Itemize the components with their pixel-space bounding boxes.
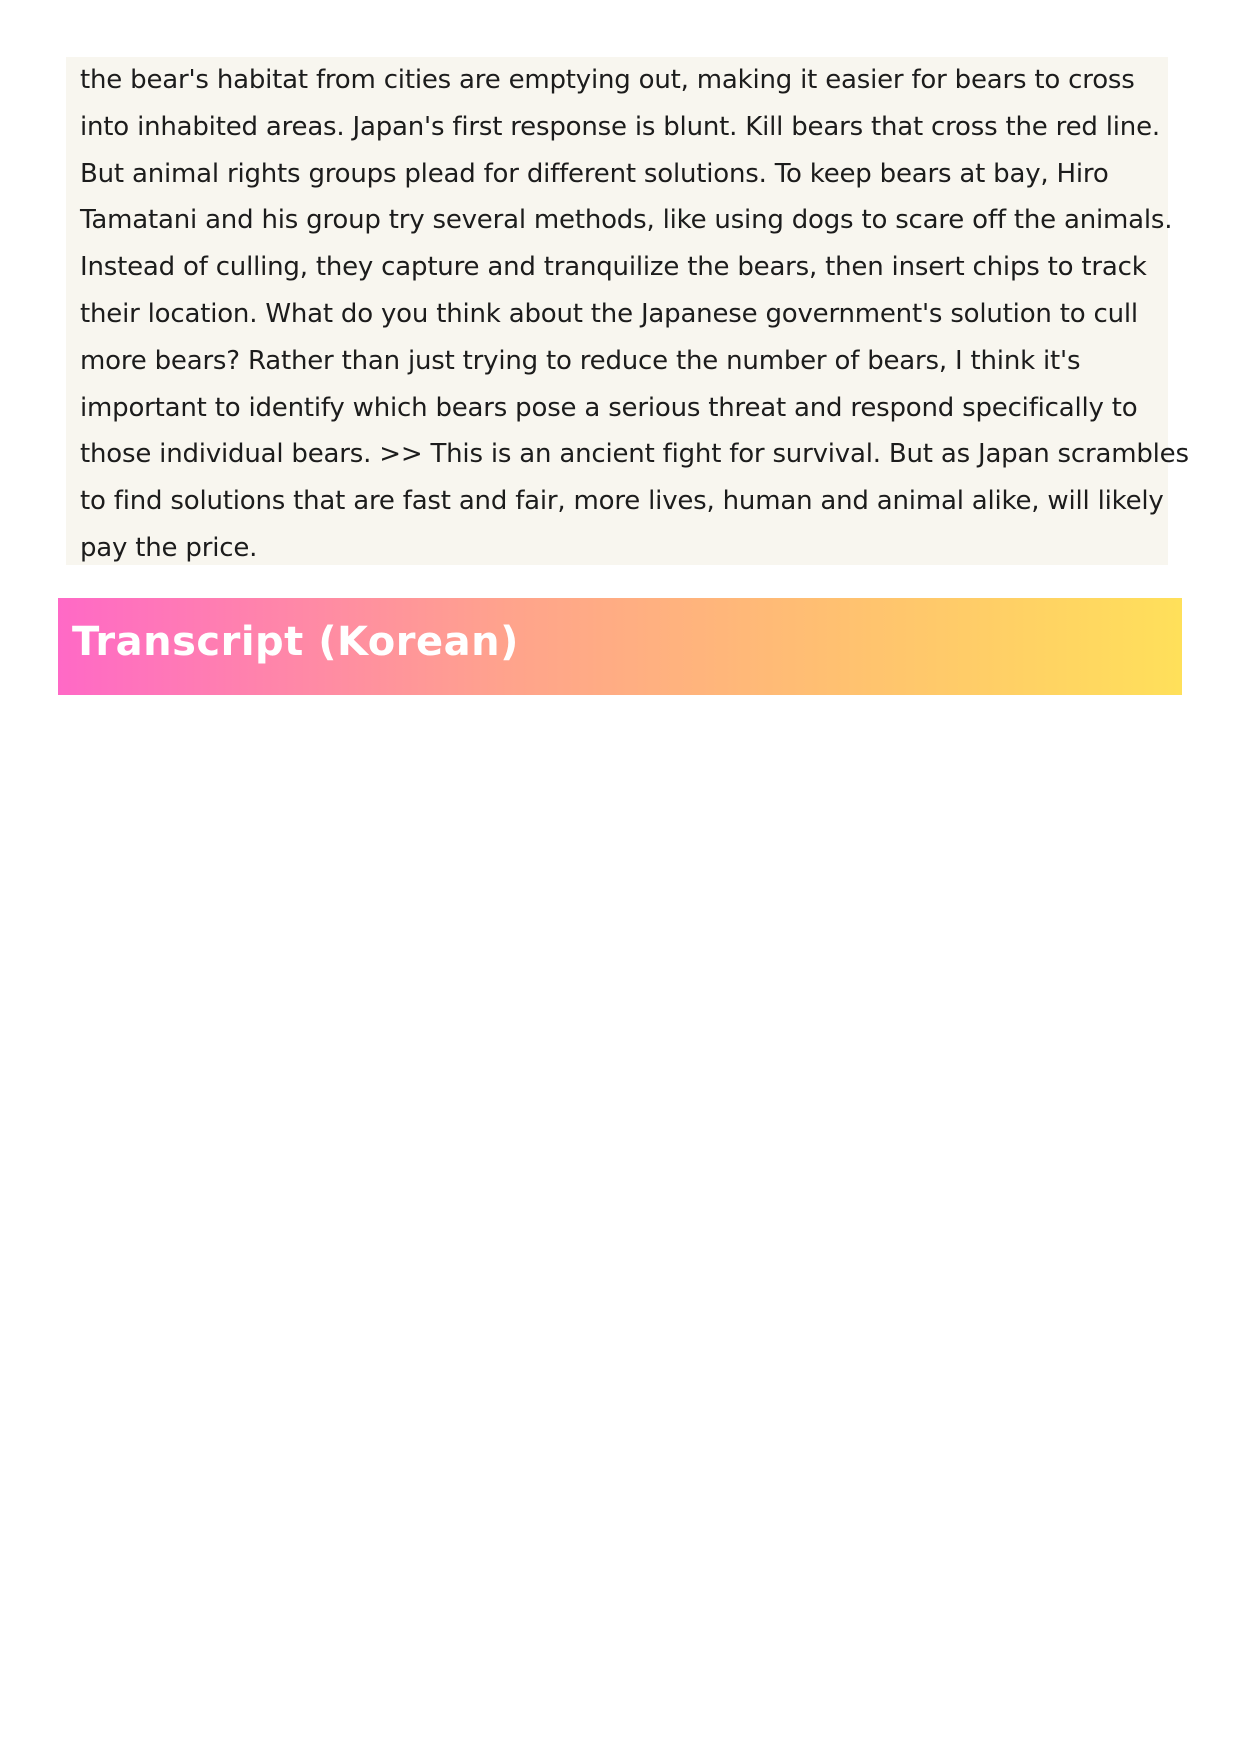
transcript-line: pay the price.: [80, 532, 258, 563]
transcript-line: But animal rights groups plead for different solutions. To keep bears at bay, Hiro: [80, 158, 1109, 189]
transcript-line: more bears? Rather than just trying to reduce the number of bears, I think it's: [80, 345, 1081, 376]
korean-transcript-header: [58, 598, 1182, 695]
transcript-line: those individual bears. >> This is an ancient fight for survival. But as Japan scrambles: [80, 439, 1189, 470]
transcript-line: Instead of culling, they capture and tranquilize the bears, then insert chips to track: [80, 252, 1147, 283]
transcript-line: important to identify which bears pose a serious threat and respond specifically to: [80, 392, 1138, 423]
transcript-line: to find solutions that are fast and fair, more lives, human and animal alike, will likely: [80, 486, 1164, 517]
transcript-line: their location. What do you think about the Japanese government's solution to cull: [80, 298, 1138, 329]
transcript-line: the bear's habitat from cities are emptying out, making it easier for bears to cross: [80, 65, 1135, 95]
transcript-line: into inhabited areas. Japan's first response is blunt. Kill bears that cross the red line.: [80, 111, 1160, 142]
section-title: Transcript (Korean): [72, 618, 519, 665]
transcript-line: Tamatani and his group try several methods, like using dogs to scare off the animals.: [80, 205, 1173, 236]
english-transcript-block: [66, 57, 1189, 565]
